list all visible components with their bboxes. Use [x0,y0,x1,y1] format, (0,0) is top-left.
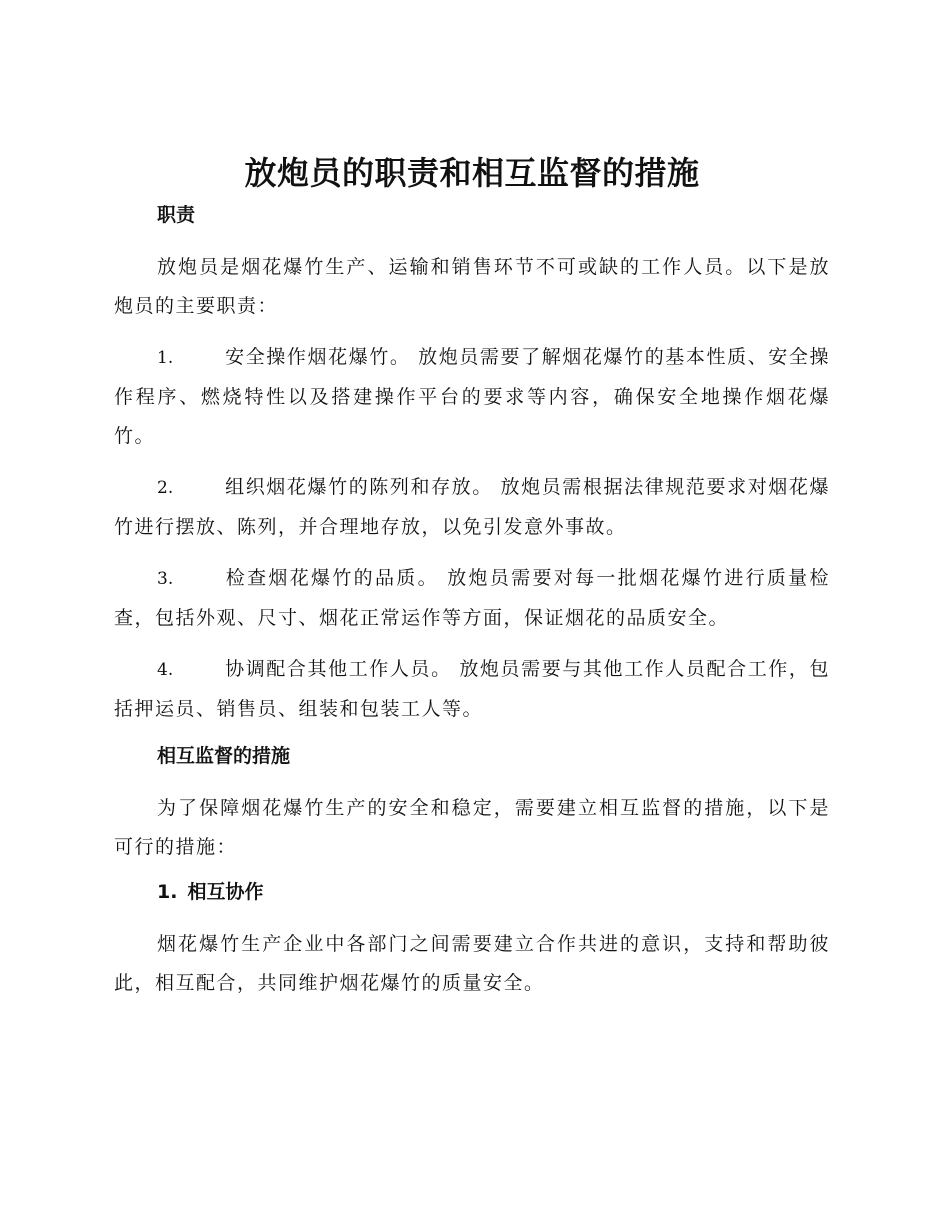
duties-intro-paragraph: 放炮员是烟花爆竹生产、运输和销售环节不可或缺的工作人员。以下是放炮员的主要职责： [114,256,830,317]
section-heading-mutual-supervision: 相互监督的措施 [157,745,291,767]
subsection-number: 1. [157,881,178,903]
duty-item-1-text: 安全操作烟花爆竹。 放炮员需要了解烟花爆竹的基本性质、安全操作程序、燃烧特性以及搭建操作平台的要求等内容，确保安全地操作烟花爆竹。 [114,346,830,447]
duty-item-1 [114,338,830,456]
duty-item-4 [114,650,830,729]
duty-item-4-number: 4. [157,660,174,680]
duty-item-3 [114,559,830,638]
supervision-intro-paragraph: 为了保障烟花爆竹生产的安全和稳定，需要建立相互监督的措施，以下是可行的措施： [114,797,830,858]
section-heading-duties: 职责 [157,204,196,226]
duty-item-2-text: 组织烟花爆竹的陈列和存放。 放炮员需根据法律规范要求对烟花爆竹进行摆放、陈列，并合理地存放，以免引发意外事故。 [114,476,830,538]
duty-item-1-number: 1. [157,348,174,368]
document-body [114,150,830,1015]
cooperation-paragraph: 烟花爆竹生产企业中各部门之间需要建立合作共进的意识，支持和帮助彼此，相互配合，共同维护烟花爆竹的质量安全。 [114,933,830,994]
duty-item-2 [114,468,830,547]
subsection-heading-cooperation [114,879,830,905]
duty-item-3-text: 检查烟花爆竹的品质。 放炮员需要对每一批烟花爆竹进行质量检查，包括外观、尺寸、烟花正常运作等方面，保证烟花的品质安全。 [114,567,830,629]
duty-item-3-number: 3. [157,569,174,589]
duty-item-4-text: 协调配合其他工作人员。 放炮员需要与其他工作人员配合工作，包括押运员、销售员、组装和包装工人等。 [114,658,830,720]
document-title: 放炮员的职责和相互监督的措施 [244,154,700,192]
duty-item-2-number: 2. [157,478,174,498]
subsection-title: 相互协作 [187,881,264,903]
